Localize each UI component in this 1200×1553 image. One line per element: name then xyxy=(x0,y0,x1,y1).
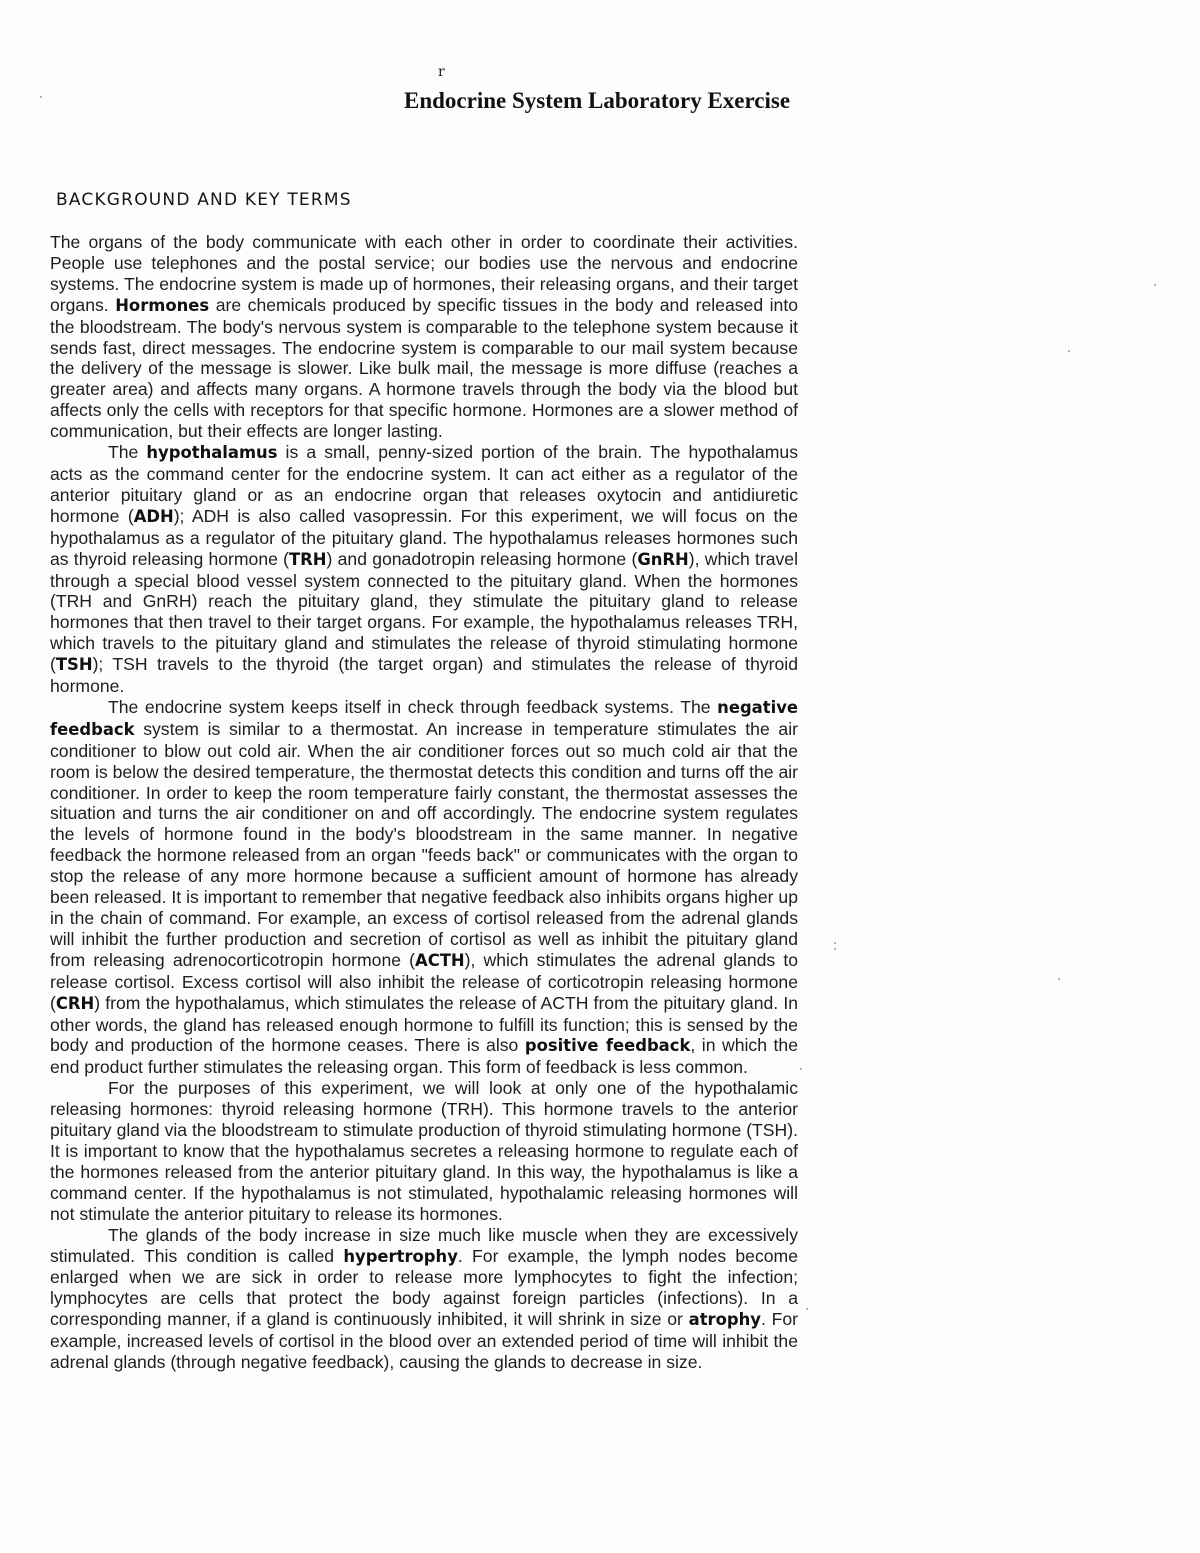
text-run: are chemicals produced by specific tissues in the body and released into the bloodstream. The body's nervous system is comparable to the telephone system because it sends fast, direct messages. The endocrine system is comparable to our mail system because the delivery of the message is slower. Like bulk mail, the message is more diffuse (reaches a greater area) and affects many organs. A hormone travels through the body via the blood but affects only the cells with receptors for that specific hormone. Hormones are a slower method of communication, but their effects are longer lasting. xyxy=(50,294,799,442)
key-term: hypothalamus xyxy=(146,443,278,463)
body-paragraph xyxy=(50,442,798,697)
text-run: ), which stimulates the adrenal glands to release cortisol. Excess cortisol will also inhibit the release of corticotropin releasing hormone ( xyxy=(50,949,799,1013)
text-run: system is similar to a thermostat. An increase in temperature stimulates the air conditioner to blow out cold air. When the air conditioner forces out so much cold air that the room is below the desired temperature, the thermostat detects this condition and turns off the air conditioner. In order to keep the room temperature fairly constant, the thermostat assesses the situation and turns the air conditioner on and off accordingly. The endocrine system regulates the levels of hormone found in the body's bloodstream in the same manner. In negative feedback the hormone released from an organ "feeds back" or communicates with the organ to stop the release of any more hormone because a sufficient amount of hormone has already been released. It is important to remember that negative feedback also inhibits organs higher up in the chain of command. For example, an excess of cortisol released from the adrenal glands will inhibit the further production and secretion of cortisol as well as inhibit the pituitary gland from releasing adrenocorticotropin hormone ( xyxy=(50,718,798,970)
key-term: TSH xyxy=(55,655,93,675)
key-term: negative feedback xyxy=(50,697,798,739)
text-run: ); ADH is also called vasopressin. For this experiment, we will focus on the hypothalamus as a regulator of the pituitary gland. The hypothalamus releases hormones such as thyroid releasing hormone ( xyxy=(50,505,798,569)
section-heading: BACKGROUND AND KEY TERMS xyxy=(56,190,352,210)
key-term: TRH xyxy=(289,549,327,569)
scan-speck xyxy=(800,1068,802,1070)
key-term: hypertrophy xyxy=(343,1246,458,1266)
text-run: The xyxy=(108,442,147,463)
document-title: Endocrine System Laboratory Exercise xyxy=(404,88,791,113)
text-run: The glands of the body increase in size much like muscle when they are excessively stimulated. This condition is called xyxy=(50,1224,798,1266)
text-run: ) from the hypothalamus, which stimulates the release of ACTH from the pituitary gland. In other words, the gland has released enough hormone to fulfill its function; this is sensed by the body and production of the hormone ceases. There is also xyxy=(50,992,798,1056)
text-run: The endocrine system keeps itself in check through feedback systems. The xyxy=(108,696,718,717)
scan-speck xyxy=(1058,978,1060,980)
key-term: ADH xyxy=(133,506,174,526)
body-text xyxy=(50,232,798,1373)
key-term: ACTH xyxy=(415,950,465,970)
text-run: ); TSH travels to the thyroid (the target organ) and stimulates the release of thyroid hormone. xyxy=(50,654,798,697)
body-paragraph xyxy=(50,1225,798,1373)
key-term: GnRH xyxy=(637,549,689,569)
scan-speck xyxy=(1154,284,1156,286)
scan-speck xyxy=(806,1308,808,1310)
body-paragraph xyxy=(50,697,798,1078)
body-paragraph xyxy=(50,232,798,442)
text-run: For the purposes of this experiment, we will look at only one of the hypothalamic releasing hormones: thyroid releasing hormone (TRH). This hormone travels to the anterior pituitary gland via the bloodstream to stimulate production of thyroid stimulating hormone (TSH). It is important to know that the hypothalamus secretes a releasing hormone to regulate each of the hormones released from the anterior pituitary gland. In this way, the hypothalamus is like a command center. If the hypothalamus is not stimulated, hypothalamic releasing hormones will not stimulate the anterior pituitary to release its hormones. xyxy=(50,1078,798,1224)
scan-speck xyxy=(834,948,836,950)
text-run: is a small, penny-sized portion of the brain. The hypothalamus acts as the command center for the endocrine system. It can act either as a regulator of the anterior pituitary gland or as an endocrine organ that releases oxytocin and antidiuretic hormone ( xyxy=(50,442,798,526)
text-run: ) and gonadotropin releasing hormone ( xyxy=(326,548,638,569)
text-run: ), which travel through a special blood vessel system connected to the pituitary gland. When the hormones (TRH and GnRH) reach the pituitary gland, they stimulate the pituitary gland to release hormones that then travel to their target organs. For example, the hypothalamus releases TRH, which travels to the pituitary gland and stimulates the release of thyroid stimulating hormone ( xyxy=(50,548,798,675)
scan-speck xyxy=(834,942,836,944)
text-run: . For example, increased levels of cortisol in the blood over an extended period of time will inhibit the adrenal glands (through negative feedback), causing the glands to decrease in size. xyxy=(50,1309,798,1373)
text-run: The organs of the body communicate with each other in order to coordinate their activities. People use telephones and the postal service; our bodies use the nervous and endocrine systems. The endocrine system is made up of hormones, their releasing organs, and their target organs. xyxy=(50,232,798,315)
key-term: Hormones xyxy=(115,295,210,315)
scan-speck xyxy=(40,96,42,98)
body-paragraph xyxy=(50,1078,798,1224)
stray-mark: r xyxy=(438,64,445,80)
key-term: atrophy xyxy=(688,1310,761,1330)
scan-speck xyxy=(1068,350,1070,352)
text-run: , in which the end product further stimulates the releasing organ. This form of feedback is less common. xyxy=(50,1035,798,1078)
key-term: positive feedback xyxy=(524,1036,691,1056)
text-run: . For example, the lymph nodes become enlarged when we are sick in order to release more lymphocytes to fight the infection; lymphocytes are cells that protect the body against foreign particles (infections). In a corresponding manner, if a gland is continuously inhibited, it will shrink in size or xyxy=(50,1245,798,1330)
key-term: CRH xyxy=(55,993,95,1013)
